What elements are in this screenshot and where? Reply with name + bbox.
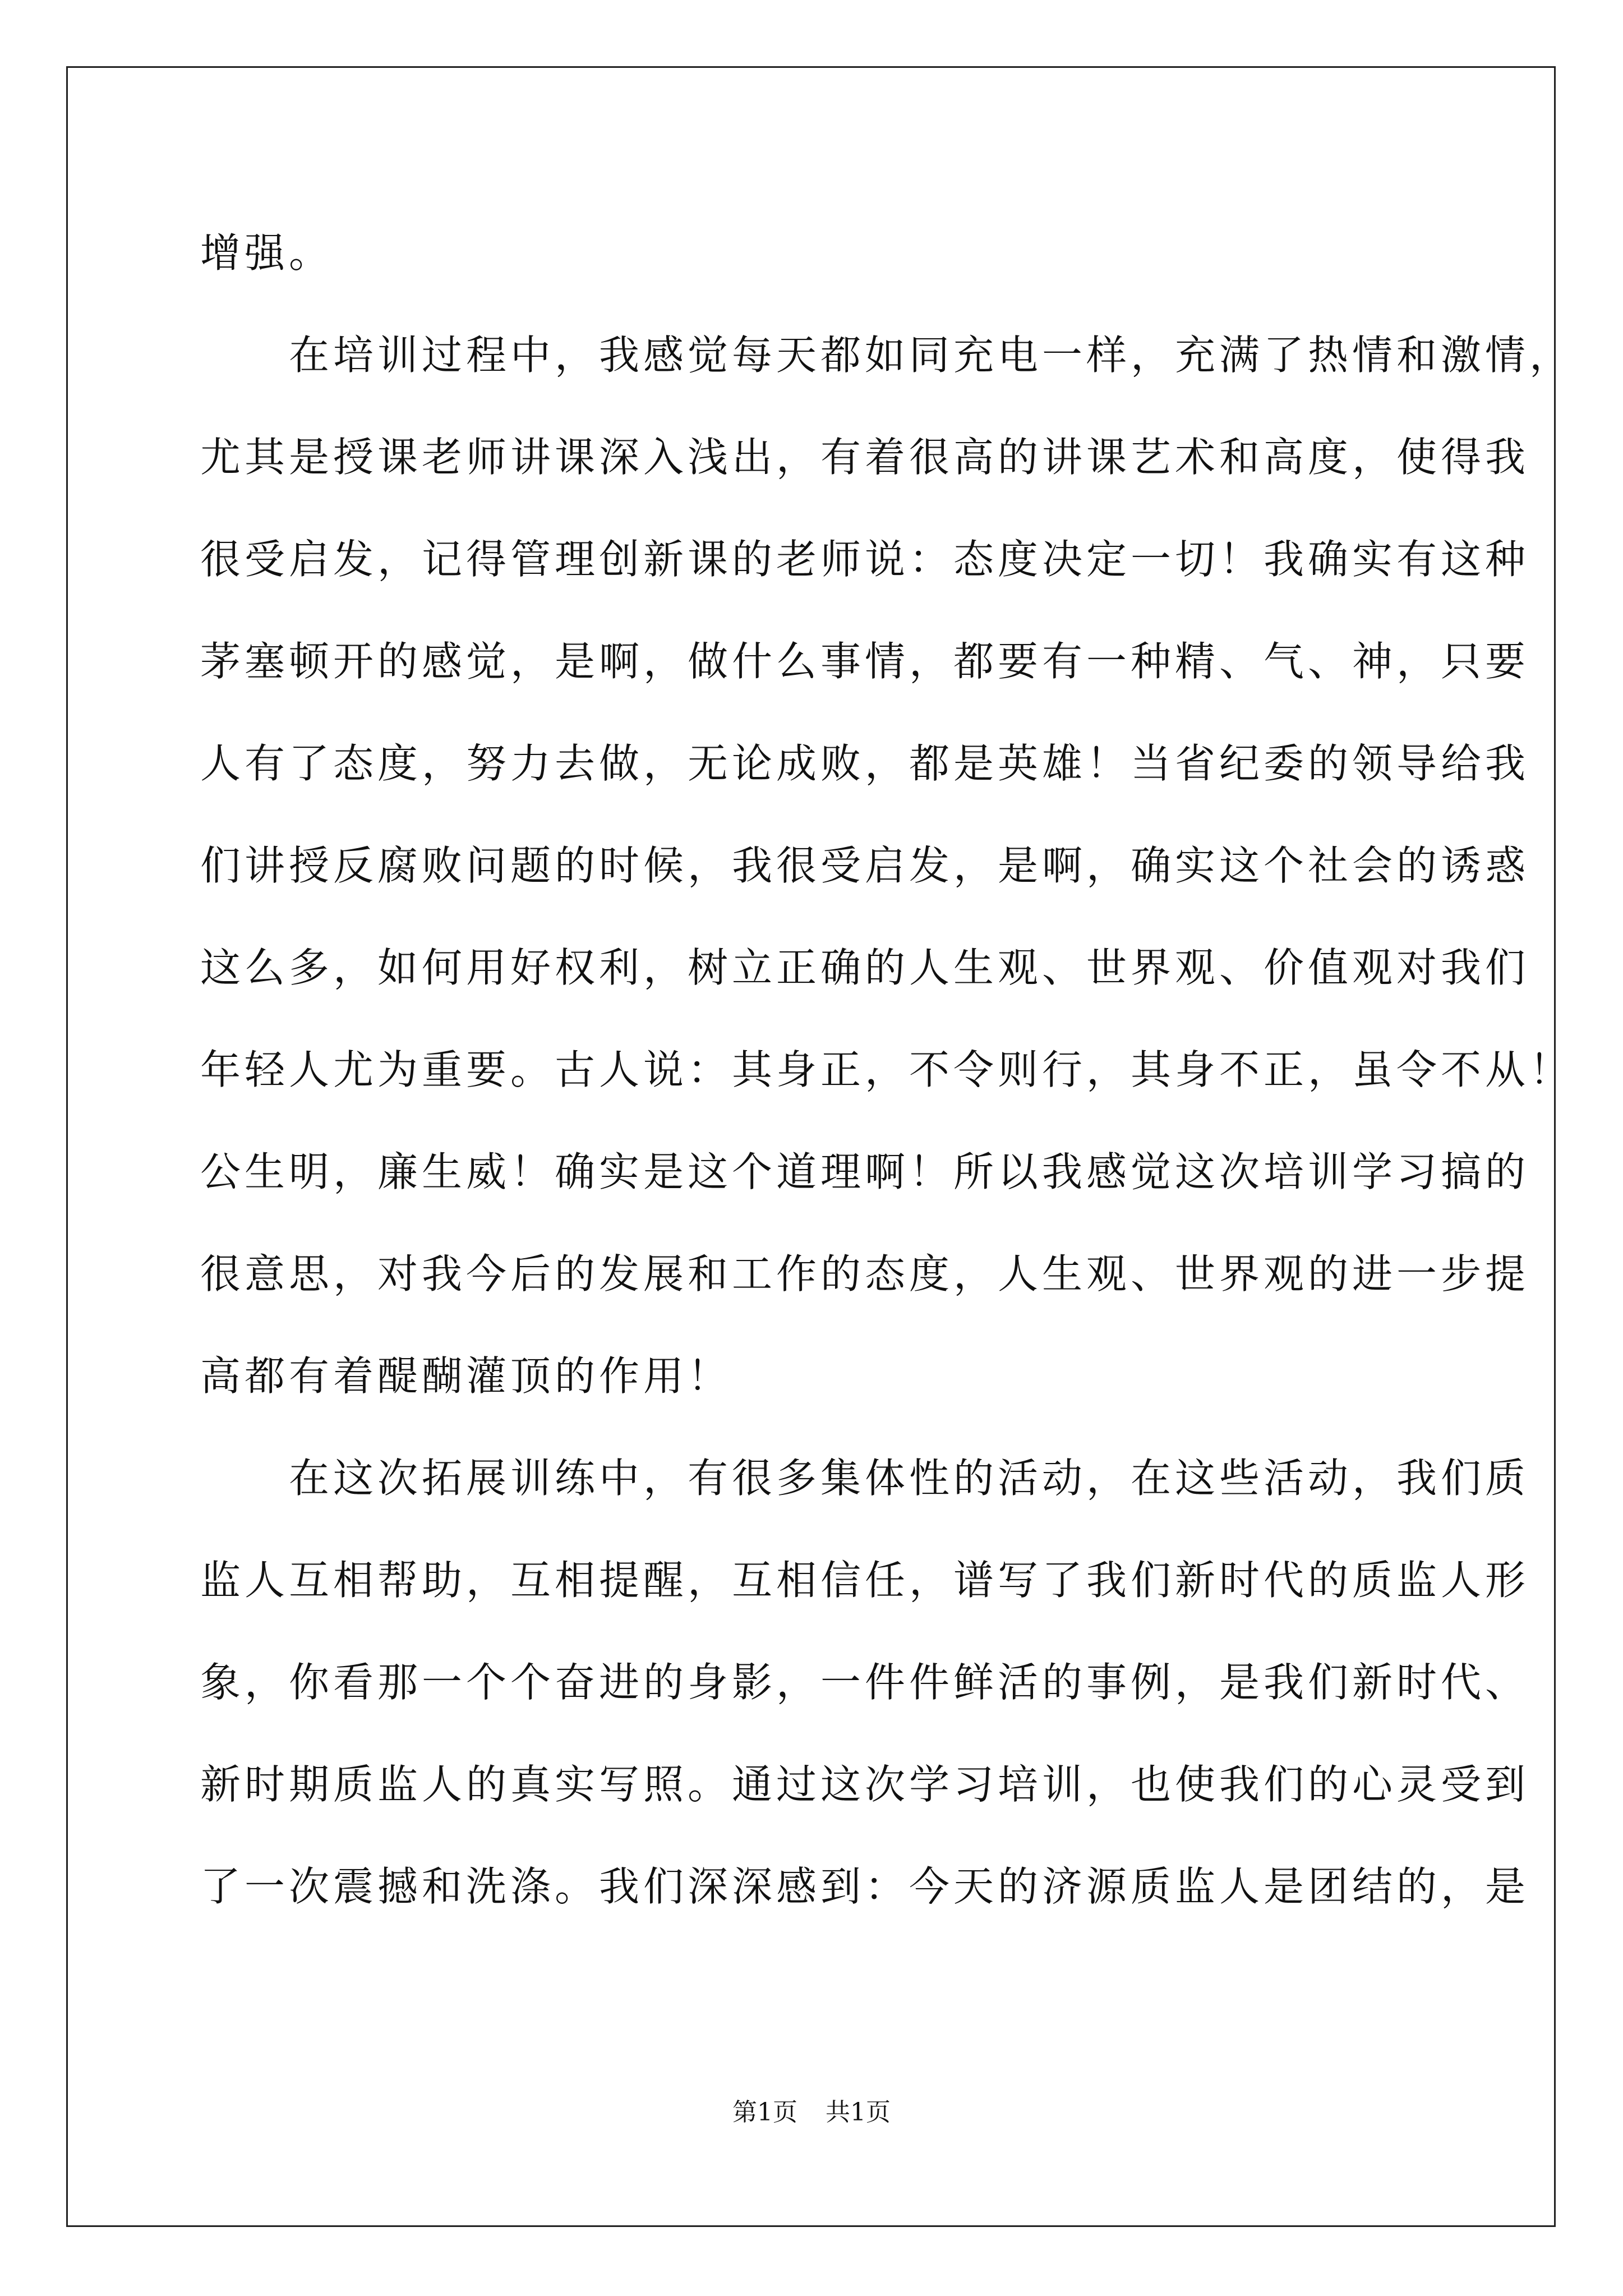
text-line: 增强。 [200,229,334,277]
text-line: 高都有着醍醐灌顶的作用！ [200,1352,732,1400]
text-line: 茅塞顿开的感觉，是啊，做什么事情，都要有一种精、气、神，只要 [200,638,1530,685]
text-line: 公生明，廉生威！确实是这个道理啊！所以我感觉这次培训学习搞的 [200,1148,1530,1195]
text-line: 很意思，对我今后的发展和工作的态度，人生观、世界观的进一步提 [200,1250,1530,1297]
text-line: 很受启发，记得管理创新课的老师说：态度决定一切！我确实有这种 [200,536,1530,583]
text-line: 新时期质监人的真实写照。通过这次学习培训，也使我们的心灵受到 [200,1761,1530,1808]
text-line: 这么多，如何用好权利，树立正确的人生观、世界观、价值观对我们 [200,944,1530,991]
text-line: 了一次震撼和洗涤。我们深深感到：今天的济源质监人是团结的，是 [200,1863,1530,1910]
text-line: 们讲授反腐败问题的时候，我很受启发，是啊，确实这个社会的诱惑 [200,842,1530,889]
text-line: 监人互相帮助，互相提醒，互相信任，谱写了我们新时代的质监人形 [200,1557,1530,1604]
page-number-current: 第1页 [732,2098,797,2127]
text-line: 人有了态度，努力去做，无论成败，都是英雄！当省纪委的领导给我 [200,740,1530,787]
text-line: 在这次拓展训练中，有很多集体性的活动，在这些活动，我们质 [200,1455,1530,1502]
text-line: 在培训过程中，我感觉每天都如同充电一样，充满了热情和激情， [200,332,1574,379]
text-line: 象，你看那一个个奋进的身影，一件件鲜活的事例，是我们新时代、 [200,1659,1530,1706]
page-number-total: 共1页 [826,2098,891,2127]
page-footer [0,2096,1623,2129]
text-line: 尤其是授课老师讲课深入浅出，有着很高的讲课艺术和高度，使得我 [200,434,1530,481]
text-line: 年轻人尤为重要。古人说：其身正，不令则行，其身不正，虽令不从！ [200,1046,1574,1093]
